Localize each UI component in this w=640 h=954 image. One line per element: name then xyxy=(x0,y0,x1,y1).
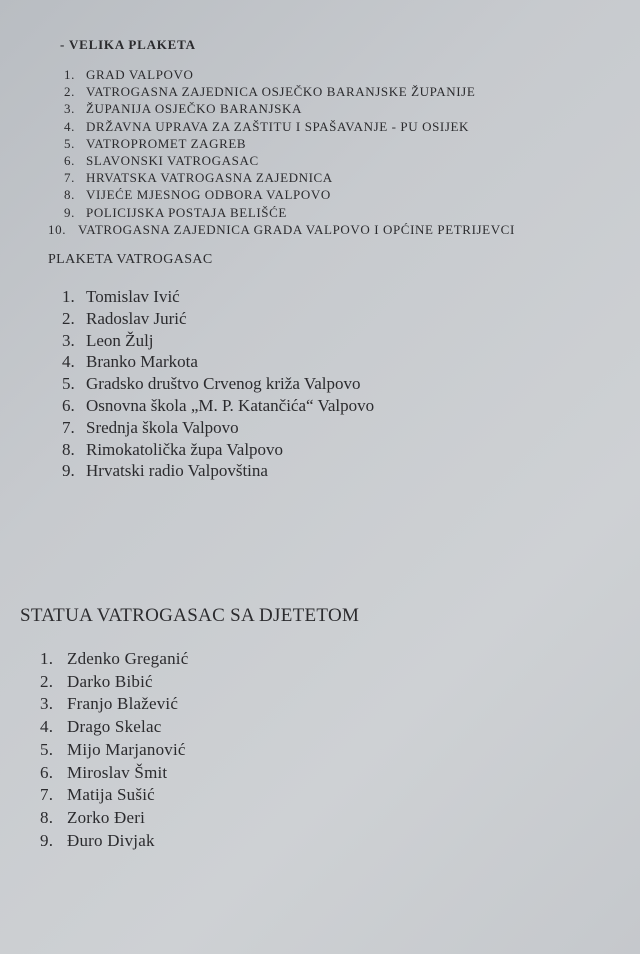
list-item xyxy=(40,649,188,669)
list-item-number: 5. xyxy=(40,739,54,759)
list-item-text: Zdenko Greganić xyxy=(67,649,189,668)
list-item xyxy=(56,84,475,100)
list-item-text: ŽUPANIJA OSJEČKO BARANJSKA xyxy=(86,101,302,117)
list-item-number: 3. xyxy=(40,694,54,714)
list-item-number: 5. xyxy=(64,135,75,151)
list-item xyxy=(56,119,469,135)
list-item xyxy=(56,67,194,83)
list-item-number: 6. xyxy=(40,762,54,782)
list-item-text: Miroslav Šmit xyxy=(67,762,168,782)
list-item-text: Đuro Divjak xyxy=(67,830,155,850)
list-item-text: Leon Žulj xyxy=(86,330,154,350)
list-item-number: 2. xyxy=(40,671,54,691)
list-item-text: Radoslav Jurić xyxy=(86,308,187,328)
list-item-text: Rimokatolička župa Valpovo xyxy=(86,439,284,459)
list-item-number: 7. xyxy=(64,170,75,186)
list-item xyxy=(56,153,259,169)
list-item xyxy=(62,396,374,416)
list-item-number: 8. xyxy=(62,439,75,459)
list-item xyxy=(40,831,155,851)
list-item-text: POLICIJSKA POSTAJA BELIŠĆE xyxy=(86,204,287,220)
section-title-statua: STATUA VATROGASAC SA DJETETOM xyxy=(20,605,360,626)
list-item-text: Osnovna škola „M. P. Katančića“ Valpovo xyxy=(86,396,375,415)
list-item xyxy=(56,136,246,152)
list-item-text: HRVATSKA VATROGASNA ZAJEDNICA xyxy=(86,170,333,186)
list-item-number: 1. xyxy=(40,649,54,668)
list-item-text: Tomislav Ivić xyxy=(86,287,180,306)
list-item xyxy=(62,418,239,438)
list-item-number: 9. xyxy=(40,830,54,850)
list-item-text: VIJEĆE MJESNOG ODBORA VALPOVO xyxy=(86,187,331,203)
list-item xyxy=(40,763,167,783)
list-item xyxy=(56,205,287,221)
list-item-text: VATROGASNA ZAJEDNICA OSJEČKO BARANJSKE ŽUPANIJE xyxy=(86,84,476,100)
list-item-text: VATROPROMET ZAGREB xyxy=(86,135,247,151)
list-item-text: Gradsko društvo Crvenog križa Valpovo xyxy=(86,374,361,394)
list-item xyxy=(62,352,198,372)
list-item-number: 6. xyxy=(62,396,75,415)
list-item-number: 2. xyxy=(64,84,75,100)
list-item-text: Darko Bibić xyxy=(67,671,153,691)
list-item xyxy=(62,374,360,394)
list-item-text: Matija Sušić xyxy=(67,785,155,805)
list-item-text: Branko Markota xyxy=(86,352,198,372)
section-title-velika-plaketa: - VELIKA PLAKETA xyxy=(60,37,196,52)
list-item-text: DRŽAVNA UPRAVA ZA ZAŠTITU I SPAŠAVANJE - PU OSIJEK xyxy=(86,118,470,134)
list-item-number: 5. xyxy=(62,374,75,394)
section-title-plaketa-vatrogasac: PLAKETA VATROGASAC xyxy=(48,252,213,267)
list-item xyxy=(40,694,178,714)
list-item-number: 6. xyxy=(64,153,75,168)
list-item-number: 1. xyxy=(64,67,75,82)
list-item xyxy=(56,101,302,117)
list-item-text: GRAD VALPOVO xyxy=(86,67,194,82)
list-item xyxy=(40,740,186,760)
list-item-text: VATROGASNA ZAJEDNICA GRADA VALPOVO I OPĆINE PETRIJEVCI xyxy=(78,221,515,237)
list-item-number: 9. xyxy=(64,204,75,220)
list-item xyxy=(40,808,145,828)
list-item-number: 4. xyxy=(62,352,75,372)
list-item-number: 9. xyxy=(62,461,75,481)
list-item-number: 3. xyxy=(62,330,75,350)
list-item xyxy=(40,785,155,805)
list-item-number: 3. xyxy=(64,101,75,117)
list-item-number: 8. xyxy=(64,187,75,203)
list-item-text: Hrvatski radio Valpovština xyxy=(86,461,268,481)
list-item-text: Mijo Marjanović xyxy=(67,739,186,759)
list-item-text: Zorko Đeri xyxy=(67,807,146,827)
list-item xyxy=(56,170,333,186)
list-item-text: Drago Skelac xyxy=(67,717,162,737)
list-item-number: 10. xyxy=(48,221,67,237)
list-item xyxy=(62,309,187,329)
list-item xyxy=(62,461,268,481)
list-item xyxy=(62,440,283,460)
list-item-text: Srednja škola Valpovo xyxy=(86,417,239,437)
list-item-number: 4. xyxy=(64,118,75,134)
list-item xyxy=(56,187,331,203)
list-item-text: Franjo Blažević xyxy=(67,694,179,714)
list-item-number: 2. xyxy=(62,308,75,328)
list-item xyxy=(62,287,180,307)
list-item-number: 7. xyxy=(62,417,75,437)
list-item xyxy=(40,717,161,737)
list-item xyxy=(48,222,515,238)
list-item-number: 8. xyxy=(40,807,54,827)
list-item-number: 7. xyxy=(40,785,54,805)
list-item xyxy=(62,331,154,351)
list-item xyxy=(40,672,153,692)
list-item-number: 4. xyxy=(40,717,54,737)
list-item-text: SLAVONSKI VATROGASAC xyxy=(86,153,259,168)
list-item-number: 1. xyxy=(62,287,75,306)
